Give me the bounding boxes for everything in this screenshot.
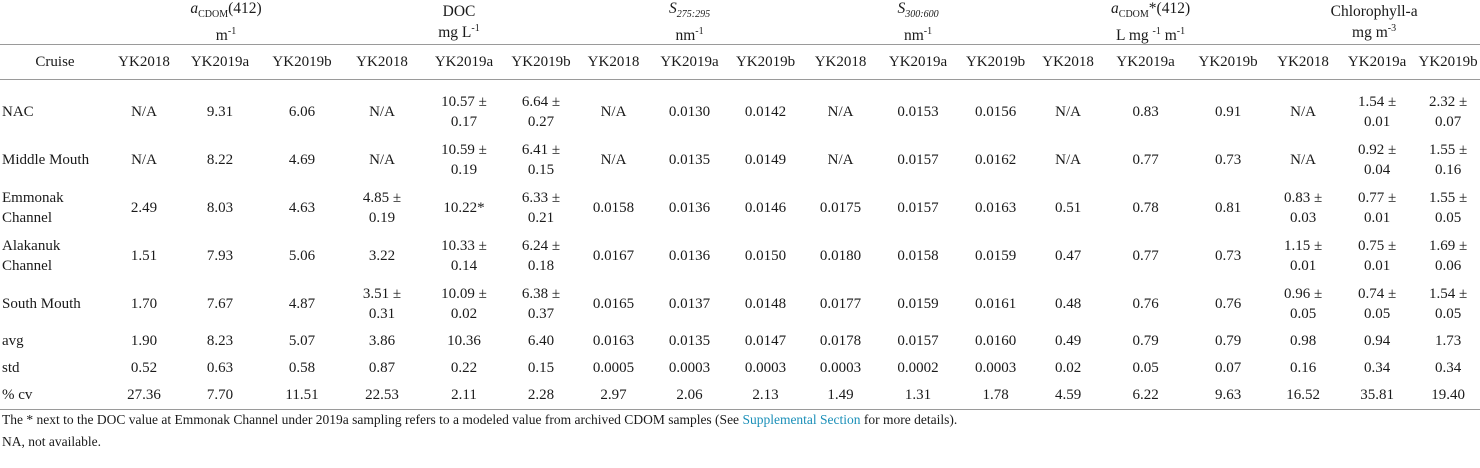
table-cell: 1.31 bbox=[878, 382, 958, 410]
table-cell: 4.87 bbox=[288, 296, 316, 313]
table-cell: 2.28 bbox=[506, 382, 576, 410]
table-cell: 0.0167 bbox=[592, 248, 635, 265]
group-header-2 bbox=[576, 0, 803, 45]
table-cell: 0.78 bbox=[1132, 200, 1159, 217]
table-cell: 5.07 bbox=[288, 333, 316, 350]
table-cell: 2.49 bbox=[130, 200, 158, 217]
cruise-header-7: YK2019a bbox=[651, 45, 728, 80]
group-name: $a_{CDOM}*(412)$ bbox=[1111, 0, 1191, 21]
table-cell: 0.0153 bbox=[897, 104, 939, 121]
table-cell: 0.0147 bbox=[744, 333, 787, 350]
table-cell: 8.23 bbox=[206, 333, 234, 350]
table-cell: 0.0003 bbox=[819, 360, 862, 377]
table-cell: 0.0005 bbox=[592, 360, 635, 377]
table-cell: 2.06 bbox=[651, 382, 728, 410]
cruise-header-row bbox=[0, 45, 1480, 80]
group-header-5 bbox=[1268, 0, 1480, 45]
table-cell: 0.48 bbox=[1054, 296, 1082, 313]
table-cell: 4.63 bbox=[288, 200, 316, 217]
row-label: avg bbox=[2, 333, 24, 350]
group-unit: mg $L^{-1}$ bbox=[438, 23, 480, 42]
table-cell: 4.69 bbox=[288, 152, 316, 169]
table-cell: 4.85 ± 0.19 bbox=[362, 190, 402, 227]
table-cell: 0.94 bbox=[1363, 333, 1391, 350]
table-cell: 35.81 bbox=[1338, 382, 1416, 410]
footnote-text: The * next to the DOC value at Emmonak Channel under 2019a sampling refers to a modeled value from archived CDOM samples (See bbox=[2, 412, 743, 427]
table-cell: 6.38 ± 0.37 bbox=[521, 286, 561, 323]
table-cell: 1.69 ± 0.06 bbox=[1428, 238, 1468, 275]
table-row bbox=[0, 382, 1480, 410]
table-cell: 10.57 ± 0.17 bbox=[441, 94, 487, 131]
table-cell: N/A bbox=[600, 104, 627, 121]
row-label: Emmonak Channel bbox=[2, 190, 64, 227]
row-label: South Mouth bbox=[2, 296, 81, 313]
table-cell: 0.0161 bbox=[974, 296, 1017, 313]
table-cell: N/A bbox=[827, 152, 854, 169]
table-cell: N/A bbox=[600, 152, 627, 169]
table-cell: 0.0002 bbox=[897, 360, 939, 377]
table-cell: 6.06 bbox=[288, 104, 316, 121]
cruise-header-12: YK2018 bbox=[1033, 45, 1103, 80]
table-cell: 0.79 bbox=[1214, 333, 1242, 350]
table-cell: 10.59 ± 0.19 bbox=[441, 142, 487, 179]
cruise-header-14: YK2019b bbox=[1188, 45, 1268, 80]
table-cell: 0.0163 bbox=[974, 200, 1017, 217]
table-cell: 10.22* bbox=[443, 200, 485, 217]
table-cell: 0.0149 bbox=[744, 152, 787, 169]
table-cell: 6.33 ± 0.21 bbox=[521, 190, 561, 227]
row-label: std bbox=[2, 360, 20, 377]
table-cell: 22.53 bbox=[342, 382, 422, 410]
table-cell: 7.93 bbox=[206, 248, 234, 265]
table-cell: 9.63 bbox=[1188, 382, 1268, 410]
table-cell: 19.40 bbox=[1416, 382, 1480, 410]
row-label: % cv bbox=[0, 382, 110, 410]
table-cell: 10.33 ± 0.14 bbox=[441, 238, 487, 275]
table-cell: 0.15 bbox=[527, 360, 555, 377]
table-row bbox=[0, 88, 1480, 136]
table-cell: 1.54 ± 0.05 bbox=[1428, 286, 1468, 323]
cruise-header-6: YK2018 bbox=[576, 45, 651, 80]
table-cell: N/A bbox=[827, 104, 854, 121]
table-cell: 2.32 ± 0.07 bbox=[1428, 94, 1468, 131]
table-cell: 0.81 bbox=[1214, 200, 1242, 217]
table-cell: 0.0156 bbox=[974, 104, 1017, 121]
row-label: NAC bbox=[2, 104, 34, 121]
group-name: $a_{CDOM}(412)$ bbox=[190, 0, 262, 21]
table-cell: 0.05 bbox=[1132, 360, 1159, 377]
table-cell: 0.0142 bbox=[744, 104, 787, 121]
cruise-header-13: YK2019a bbox=[1103, 45, 1188, 80]
table-cell: 0.75 ± 0.01 bbox=[1357, 238, 1397, 275]
table-row bbox=[0, 232, 1480, 280]
group-header-row bbox=[0, 0, 1480, 45]
table-cell: 5.06 bbox=[288, 248, 316, 265]
cruise-header-11: YK2019b bbox=[958, 45, 1033, 80]
group-name: Chlorophyll-a bbox=[1330, 3, 1418, 21]
table-cell: 1.78 bbox=[958, 382, 1033, 410]
table-cell: 1.51 bbox=[130, 248, 158, 265]
table-cell: 4.59 bbox=[1033, 382, 1103, 410]
row-header-cruise: Cruise bbox=[0, 45, 110, 80]
table-cell: 0.0148 bbox=[744, 296, 787, 313]
cruise-header-10: YK2019a bbox=[878, 45, 958, 80]
cruise-header-15: YK2018 bbox=[1268, 45, 1338, 80]
table-cell: 1.73 bbox=[1434, 333, 1462, 350]
cruise-header-9: YK2018 bbox=[803, 45, 878, 80]
table-cell: 1.15 ± 0.01 bbox=[1283, 238, 1323, 275]
table-cell: 0.0158 bbox=[592, 200, 635, 217]
table-cell: 0.83 ± 0.03 bbox=[1283, 190, 1323, 227]
table-body bbox=[0, 80, 1480, 410]
table-cell: 0.0162 bbox=[974, 152, 1017, 169]
table-cell: 0.0158 bbox=[897, 248, 939, 265]
cruise-header-4: YK2019a bbox=[422, 45, 506, 80]
table-cell: 16.52 bbox=[1268, 382, 1338, 410]
cruise-header-0: YK2018 bbox=[110, 45, 178, 80]
row-label: Middle Mouth bbox=[2, 152, 90, 169]
table-cell: 0.0150 bbox=[744, 248, 787, 265]
table-cell: 8.03 bbox=[206, 200, 234, 217]
group-header-4 bbox=[1033, 0, 1268, 45]
table-cell: N/A bbox=[1055, 152, 1081, 169]
table-cell: 1.54 ± 0.01 bbox=[1357, 94, 1397, 131]
group-name: $S_{275:295}$ bbox=[668, 0, 711, 21]
cruise-header-16: YK2019a bbox=[1338, 45, 1416, 80]
table-cell: 0.0157 bbox=[897, 152, 939, 169]
footnote-na: NA, not available. bbox=[2, 434, 101, 449]
table-cell: 0.0157 bbox=[897, 333, 939, 350]
group-unit: $m^{-1}$ bbox=[215, 26, 237, 45]
table-cell: N/A bbox=[131, 104, 157, 121]
row-label: Alakanuk Channel bbox=[2, 238, 61, 275]
table-cell: 0.0160 bbox=[974, 333, 1017, 350]
table-cell: 8.22 bbox=[206, 152, 234, 169]
table-cell: 0.77 bbox=[1132, 248, 1159, 265]
table-cell: 0.0175 bbox=[819, 200, 862, 217]
table-cell: 0.74 ± 0.05 bbox=[1357, 286, 1397, 323]
table-cell: 2.97 bbox=[576, 382, 651, 410]
group-header-blank bbox=[0, 0, 110, 45]
table-cell: 3.22 bbox=[368, 248, 396, 265]
table-cell: 0.0180 bbox=[819, 248, 862, 265]
table-cell: 6.41 ± 0.15 bbox=[521, 142, 561, 179]
table-cell: 0.98 bbox=[1289, 333, 1317, 350]
table-cell: 1.55 ± 0.16 bbox=[1428, 142, 1468, 179]
table-cell: 0.0135 bbox=[668, 333, 711, 350]
table-cell: 0.63 bbox=[206, 360, 234, 377]
table-cell: 0.47 bbox=[1054, 248, 1082, 265]
table-cell: N/A bbox=[1290, 104, 1317, 121]
group-header-1 bbox=[342, 0, 576, 45]
table-cell: 7.70 bbox=[178, 382, 262, 410]
table-cell: 10.36 bbox=[447, 333, 481, 350]
table-cell: N/A bbox=[131, 152, 157, 169]
table-cell: 9.31 bbox=[206, 104, 234, 121]
supplemental-section-link[interactable]: Supplemental Section bbox=[742, 412, 861, 427]
table-cell: 0.0177 bbox=[819, 296, 862, 313]
table-cell: 0.07 bbox=[1214, 360, 1242, 377]
footnote-text-end: for more details). bbox=[860, 412, 958, 427]
table-cell: 2.11 bbox=[422, 382, 506, 410]
table-cell: 0.52 bbox=[130, 360, 158, 377]
cruise-header-2: YK2019b bbox=[262, 45, 342, 80]
table-cell: 0.77 bbox=[1132, 152, 1159, 169]
table-cell: 0.0165 bbox=[592, 296, 635, 313]
table-cell: N/A bbox=[1055, 104, 1081, 121]
table-cell: 0.0163 bbox=[592, 333, 635, 350]
group-unit: $nm^{-1}$ bbox=[903, 26, 933, 45]
table-row bbox=[0, 328, 1480, 355]
table-row bbox=[0, 355, 1480, 382]
cruise-header-8: YK2019b bbox=[728, 45, 803, 80]
table-cell: 0.87 bbox=[368, 360, 396, 377]
table-cell: 0.0137 bbox=[668, 296, 711, 313]
group-name: $S_{300:600}$ bbox=[897, 0, 939, 21]
cruise-header-3: YK2018 bbox=[342, 45, 422, 80]
table-cell: 1.90 bbox=[130, 333, 158, 350]
table-cell: 0.0130 bbox=[668, 104, 711, 121]
group-unit: $nm^{-1}$ bbox=[675, 26, 704, 45]
table-cell: 0.0178 bbox=[819, 333, 862, 350]
table-cell: 0.0146 bbox=[744, 200, 787, 217]
cruise-header-17: YK2019b bbox=[1416, 45, 1480, 80]
table-cell: 0.0136 bbox=[668, 200, 711, 217]
table-cell: 6.22 bbox=[1103, 382, 1188, 410]
table-cell: 0.92 ± 0.04 bbox=[1357, 142, 1397, 179]
table-cell: 0.34 bbox=[1363, 360, 1391, 377]
table-cell: 3.86 bbox=[368, 333, 396, 350]
table-cell: 0.73 bbox=[1214, 248, 1242, 265]
table-cell: 0.83 bbox=[1132, 104, 1159, 121]
footnote-asterisk bbox=[2, 412, 957, 428]
table-cell: N/A bbox=[369, 104, 395, 121]
table-cell: 0.76 bbox=[1214, 296, 1242, 313]
table-cell: 6.24 ± 0.18 bbox=[521, 238, 561, 275]
table-cell: 0.0003 bbox=[974, 360, 1017, 377]
table-cell: 0.0003 bbox=[744, 360, 787, 377]
table-cell: 0.34 bbox=[1434, 360, 1462, 377]
cruise-header-5: YK2019b bbox=[506, 45, 576, 80]
group-unit: L mg $^{-1}$ $m^{-1}$ bbox=[1116, 26, 1186, 45]
cruise-header-1: YK2019a bbox=[178, 45, 262, 80]
group-header-3 bbox=[803, 0, 1033, 45]
table-cell: 0.0003 bbox=[668, 360, 711, 377]
table-cell: 3.51 ± 0.31 bbox=[362, 286, 402, 323]
table-cell: 0.73 bbox=[1214, 152, 1242, 169]
table-cell: 0.96 ± 0.05 bbox=[1283, 286, 1323, 323]
table-cell: 0.0136 bbox=[668, 248, 711, 265]
group-header-0 bbox=[110, 0, 342, 45]
table-cell: N/A bbox=[369, 152, 395, 169]
table-cell: 0.0135 bbox=[668, 152, 711, 169]
table-cell: 0.77 ± 0.01 bbox=[1357, 190, 1397, 227]
table-row bbox=[0, 184, 1480, 232]
table-cell: 0.0159 bbox=[974, 248, 1017, 265]
group-unit: mg $m^{-3}$ bbox=[1352, 23, 1397, 42]
table-cell: 11.51 bbox=[262, 382, 342, 410]
table-cell: 1.55 ± 0.05 bbox=[1428, 190, 1468, 227]
table-cell: 0.22 bbox=[450, 360, 478, 377]
table-cell: 27.36 bbox=[110, 382, 178, 410]
table-row bbox=[0, 280, 1480, 328]
table-cell: 1.49 bbox=[803, 382, 878, 410]
table-cell: 2.13 bbox=[728, 382, 803, 410]
group-name: DOC bbox=[442, 3, 476, 21]
table-cell: 0.58 bbox=[288, 360, 316, 377]
table-cell: 0.91 bbox=[1214, 104, 1242, 121]
table-cell: 0.02 bbox=[1054, 360, 1082, 377]
table-cell: 0.49 bbox=[1054, 333, 1082, 350]
table-cell: 7.67 bbox=[206, 296, 234, 313]
table-cell: 1.70 bbox=[130, 296, 158, 313]
table-cell: 10.09 ± 0.02 bbox=[441, 286, 487, 323]
table-cell: 0.51 bbox=[1054, 200, 1082, 217]
table-row bbox=[0, 136, 1480, 184]
table-cell: 0.16 bbox=[1289, 360, 1317, 377]
table-cell: 0.0159 bbox=[897, 296, 939, 313]
table-cell: 0.76 bbox=[1132, 296, 1159, 313]
table-cell: 6.64 ± 0.27 bbox=[521, 94, 561, 131]
table-cell: 0.79 bbox=[1132, 333, 1159, 350]
table-cell: 6.40 bbox=[527, 333, 555, 350]
table-cell: N/A bbox=[1290, 152, 1317, 169]
table-cell: 0.0157 bbox=[897, 200, 939, 217]
